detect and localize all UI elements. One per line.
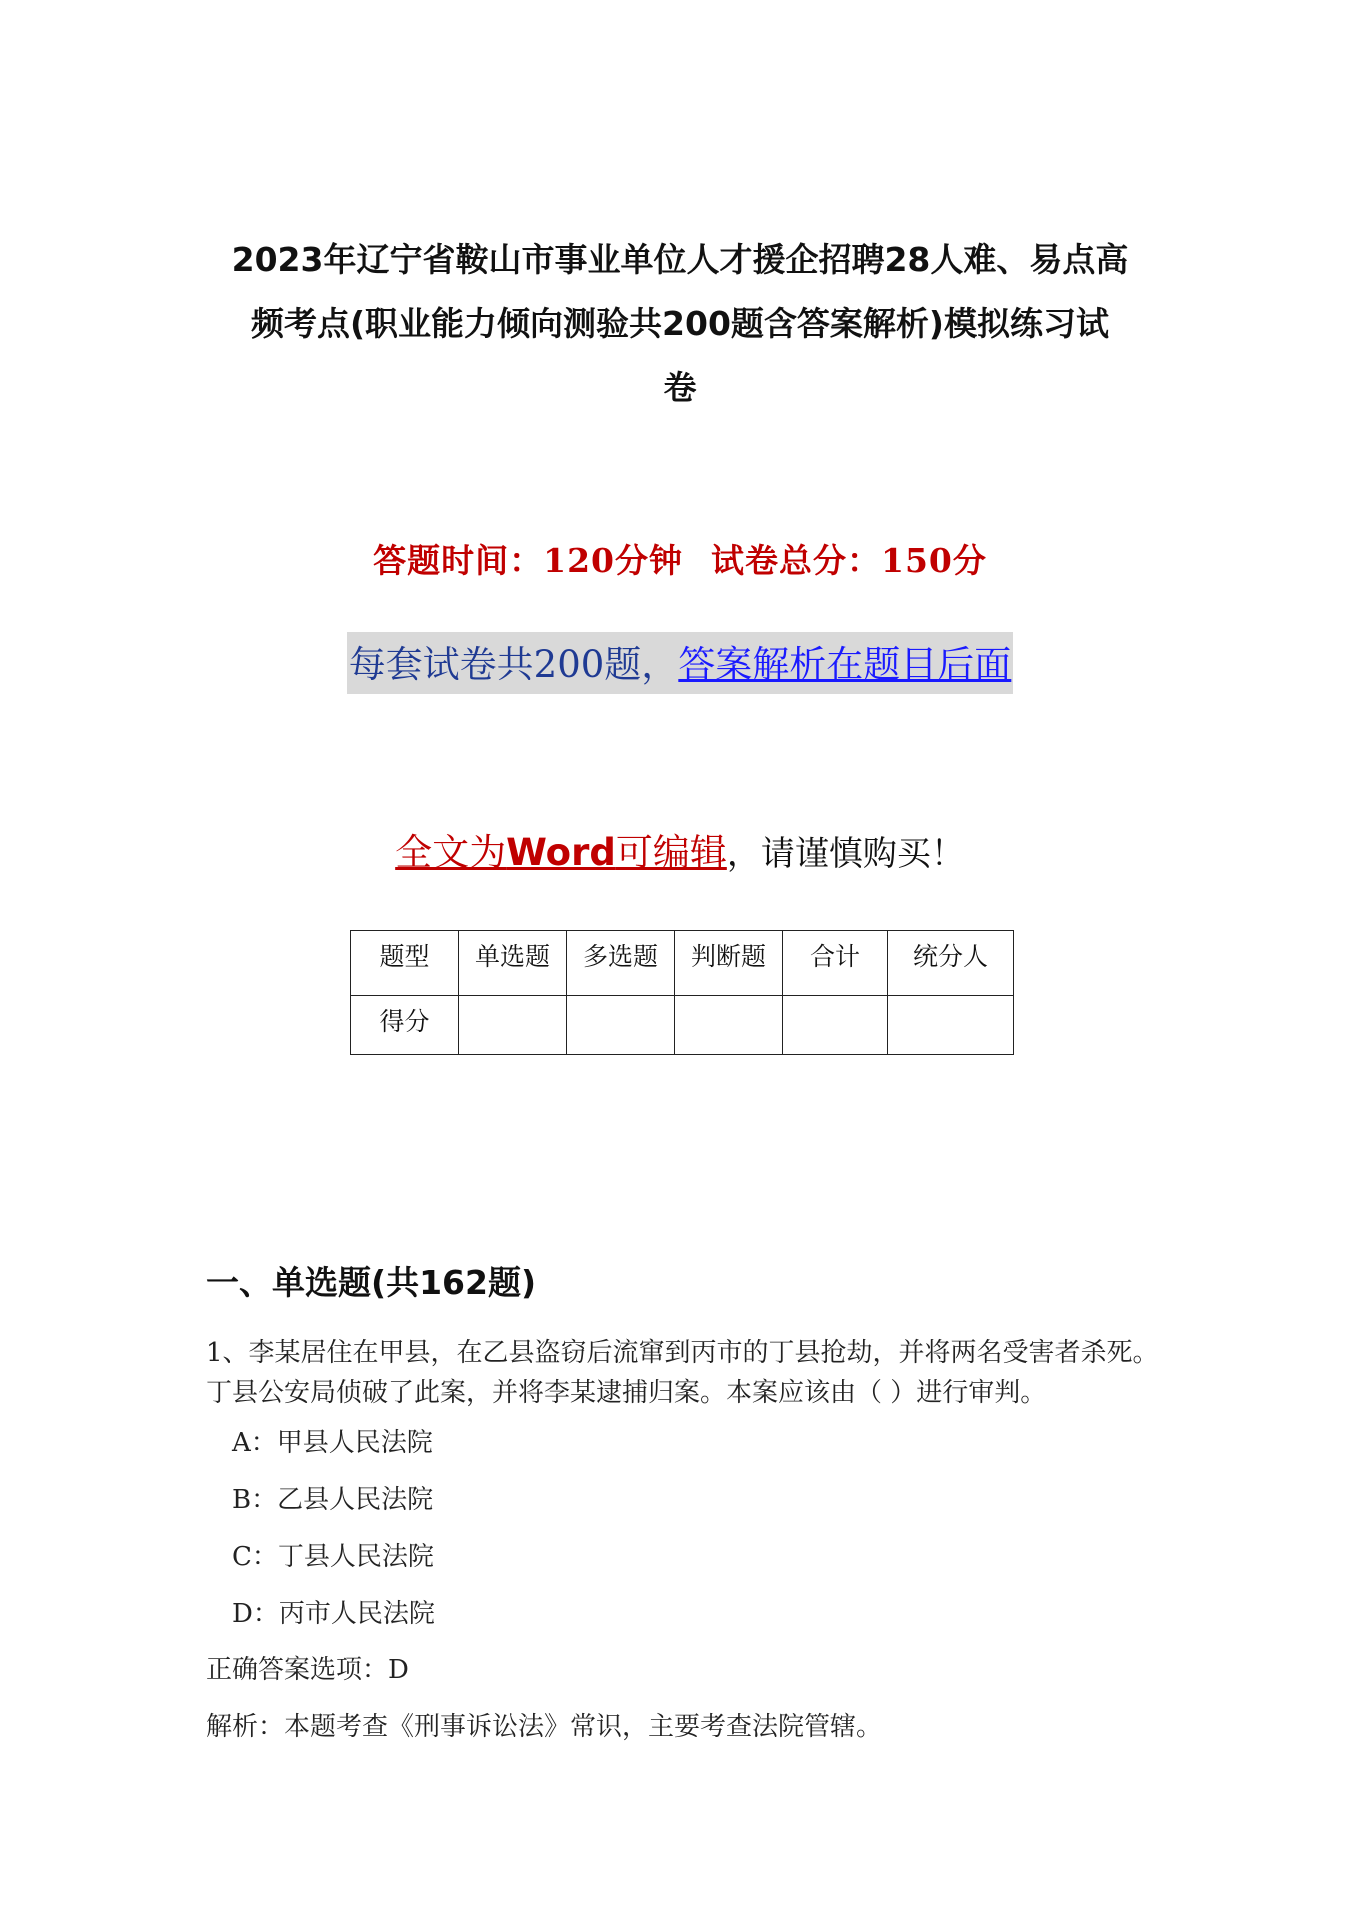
editable-line — [0, 822, 1360, 876]
editable-word: Word — [506, 831, 616, 874]
notice-banner — [347, 632, 1014, 694]
title-line-1: 2023年辽宁省鞍山市事业单位人才援企招聘28人难、易点高 — [231, 240, 1129, 279]
editable-prefix: 全文为 — [395, 831, 507, 874]
exam-info — [0, 535, 1360, 582]
score-cell — [459, 996, 567, 1055]
header-cell-scorer: 统分人 — [888, 931, 1014, 996]
notice-link[interactable]: 答案解析在题目后面 — [678, 643, 1012, 686]
header-cell-judge: 判断题 — [675, 931, 783, 996]
editable-suffix: 可编辑 — [615, 831, 727, 874]
option-a: A：甲县人民法院 — [232, 1428, 433, 1458]
question-options — [232, 1423, 435, 1651]
header-cell-total: 合计 — [783, 931, 888, 996]
notice-text: 每套试卷共200题， — [348, 643, 679, 686]
question-text: 1、李某居住在甲县，在乙县盗窃后流窜到丙市的丁县抢劫，并将两名受害者杀死。丁县公安局侦破了此案，并将李某逮捕归案。本案应该由（ ）进行审判。 — [206, 1338, 1159, 1408]
exam-time: 答题时间：120分钟 — [373, 541, 683, 580]
section-title: 一、单选题(共162题) — [206, 1263, 537, 1302]
title-line-3: 卷 — [663, 368, 697, 407]
correct-answer: 正确答案选项：D — [206, 1655, 409, 1685]
score-cell — [675, 996, 783, 1055]
score-cell — [567, 996, 675, 1055]
score-cell — [783, 996, 888, 1055]
option-c: C：丁县人民法院 — [232, 1542, 434, 1572]
score-table-header-row — [351, 931, 1014, 996]
header-cell-single: 单选题 — [459, 931, 567, 996]
answer-analysis: 解析：本题考查《刑事诉讼法》常识，主要考查法院管辖。 — [206, 1712, 883, 1742]
option-d: D：丙市人民法院 — [232, 1599, 435, 1629]
editable-link[interactable] — [395, 831, 727, 874]
option-b: B：乙县人民法院 — [232, 1485, 434, 1515]
total-score: 试卷总分：150分 — [711, 541, 987, 580]
header-cell-type: 题型 — [351, 931, 459, 996]
score-table-score-row — [351, 996, 1014, 1055]
document-title — [200, 228, 1160, 420]
score-cell — [888, 996, 1014, 1055]
score-row-label: 得分 — [351, 996, 459, 1055]
header-cell-multi: 多选题 — [567, 931, 675, 996]
title-line-2: 频考点(职业能力倾向测验共200题含答案解析)模拟练习试 — [250, 304, 1110, 343]
notice-line — [0, 632, 1360, 694]
editable-rest: ，请谨慎购买！ — [726, 834, 965, 874]
score-table — [350, 930, 1014, 1055]
